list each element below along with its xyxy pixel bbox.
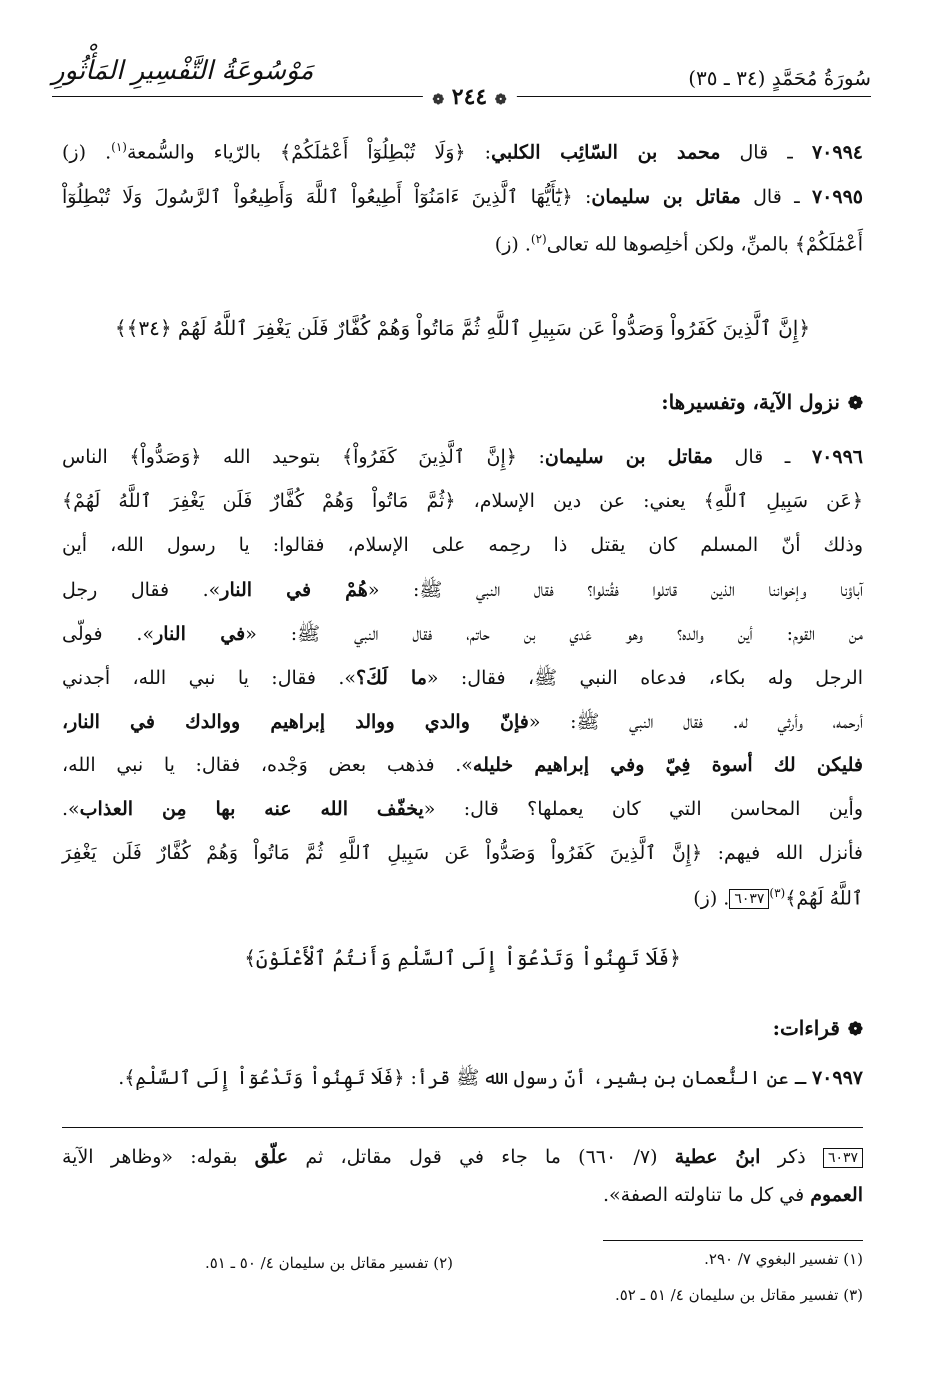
entry-tail: . (ز) — [494, 233, 531, 256]
entry-number: ٧٠٩٩٦ — [811, 446, 863, 468]
entry-70996-line2: ﴿عَن سَبِيلِ ٱللَّهِ﴾ يعني: عن دين الإسلام، ﴿ثُمَّ مَاتُواْ وَهُمْ كُفَّارٌ فَلَن يَغْفِرَ ٱللَّهُ لَهُمْ﴾ — [62, 490, 863, 512]
note-text: في كل ما تناولته الصفة». — [602, 1184, 811, 1206]
entry-70996-line3: وذلك أنّ المسلم كان يقتل ذا رحِمه على الإسلام، فقالوا: يا رسول الله، أين — [62, 534, 863, 556]
entry-text: ». فقال: يا نبي الله، أجدني — [62, 667, 357, 689]
flower-icon: ❁ — [847, 1019, 863, 1040]
footnote-1: (١) تفسير البغوي ٧/ ٢٩٠. — [704, 1250, 863, 1268]
entry-number: ٧٠٩٩٥ — [811, 186, 863, 208]
commentary-ref-box: ٦٠٣٧ — [729, 889, 769, 909]
surah-title: سُورَةُ مُحَمَّدٍ (٣٤ ـ ٣٥) — [688, 66, 871, 90]
entry-text: آباؤنا وإخواننا الذين قاتلوا فقُتلوا؟ فقال النبي ﷺ: « — [367, 579, 863, 601]
entry-70997 — [62, 1066, 863, 1094]
entry-70996-line11 — [62, 886, 863, 909]
entry-tail: . (ز) — [693, 887, 730, 910]
footnote-2: (٢) تفسير مقاتل بن سليمان ٤/ ٥٠ ـ ٥١. — [204, 1254, 453, 1272]
note-separator — [62, 1127, 863, 1128]
section-heading-qiraat — [773, 1016, 863, 1040]
hadith-text: يخفّف الله عنه بها مِن العذاب — [79, 798, 424, 820]
narrator-name: محمد بن السّائِب الكلبي — [491, 141, 721, 164]
entry-text: ـ قال — [740, 186, 812, 208]
entry-text: ـ قال — [712, 446, 812, 468]
footnote-ref: (٢) — [530, 232, 547, 246]
entry-70994 — [62, 140, 863, 163]
entry-70996 — [62, 446, 863, 468]
entry-text: ـ عن النُّعمان بن بشير، أنّ رسول الله ﷺ قرأ: ﴿فَلَا تَهِنُواْ وَتَدْعُوٓاْ إِلَى ٱلسَّلْمِ﴾. — [118, 1067, 812, 1089]
entry-text: أَعْمَٰلَكُمْ﴾ بالمنِّ، ولكن أخلِصوها لله تعالى — [546, 233, 863, 256]
entry-text: أرحمه، وأرثي له. فقال النبي ﷺ: « — [528, 711, 863, 733]
entry-text: الرجل وله بكاء، فدعاه النبي ﷺ، فقال: « — [426, 667, 863, 689]
entry-text: ـ قال — [720, 141, 812, 164]
entry-70995-line2 — [62, 232, 863, 255]
entry-text: : ﴿إِنَّ ٱلَّذِينَ كَفَرُواْ﴾ بتوحيد الله ﴿وَصَدُّواْ﴾ الناس — [62, 446, 545, 468]
narrator-name: مقاتل بن سليمان — [591, 186, 741, 208]
hadith-text: هُمْ في النار — [220, 579, 368, 601]
book-title: مَوْسُوعَةُ التَّفْسِيرِ المَأْثُورِ — [52, 56, 314, 86]
entry-70996-line9 — [62, 798, 863, 820]
narrator-name: مقاتل بن سليمان — [544, 446, 713, 468]
note-bold: العموم — [810, 1184, 863, 1206]
note-bold: علّق — [254, 1146, 289, 1168]
entry-text: ». فولّى — [62, 623, 155, 645]
flower-icon: ❁ — [847, 393, 863, 414]
main-text — [62, 0, 863, 1374]
entry-number: ٧٠٩٩٤ — [811, 141, 863, 164]
note-text: بقوله: «وظاهر الآية — [62, 1146, 255, 1168]
hadith-text: فليكن لك أسوة فِيّ وفي إبراهيم خليله — [472, 754, 863, 776]
entry-text: ٱللَّهُ لَهُمْ﴾ — [785, 887, 863, 910]
entry-text: : ﴿وَلَا تُبْطِلُوٓاْ أَعْمَٰلَكُمْ﴾ بالرّياء والسُّمعة — [126, 141, 492, 164]
entry-text: ». — [62, 798, 80, 820]
entry-text: ». فذهب بعض وَجْده، فقال: يا نبي الله، — [62, 754, 473, 776]
note-text: ذكر — [760, 1146, 823, 1168]
hadith-text: ما لَكَ؟ — [356, 667, 427, 689]
ayah-34: ﴿إِنَّ ٱلَّذِينَ كَفَرُواْ وَصَدُّواْ عَن سَبِيلِ ٱللَّهِ ثُمَّ مَاتُواْ وَهُمْ كُفَّارٌ فَلَن يَغْفِرَ ٱللَّهُ لَهُمْ ﴿٣٤﴾﴾ — [114, 316, 811, 340]
entry-70996-line8 — [62, 754, 863, 776]
commentary-note-line1 — [62, 1146, 863, 1168]
footnote-ref: (١) — [111, 140, 127, 154]
entry-text: من القوم: أين والده؟ وهو عَدي بن حاتم، فقال النبي ﷺ: « — [245, 623, 863, 645]
hadith-text: فإنّ والدي ووالد إبراهيم ووالدك في النار، — [62, 711, 529, 733]
hadith-text: في النار — [154, 623, 246, 645]
entry-tail: . (ز) — [62, 141, 112, 164]
entry-70996-line6 — [62, 666, 863, 694]
page-number-value: ٢٤٤ — [451, 84, 488, 110]
section-heading-nuzul — [661, 390, 863, 414]
ayah-35: ﴿فَلَا تَهِنُواْ وَتَدْعُوٓاْ إِلَى ٱلسَّلْمِ وَأَنتُمُ ٱلْأَعْلَوْنَ﴾ — [244, 946, 681, 970]
entry-70995 — [62, 186, 863, 208]
note-text: (٧/ ٦٦٠) ما جاء في قول مقاتل، ثم — [288, 1146, 675, 1168]
ornament-icon: ❁ — [432, 92, 445, 108]
heading-text: قراءات: — [772, 1016, 840, 1040]
entry-70996-line10: فأنزل الله فيهم: ﴿إِنَّ ٱلَّذِينَ كَفَرُواْ وَصَدُّواْ عَن سَبِيلِ ٱللَّهِ ثُمَّ مَاتُواْ وَهُمْ كُفَّارٌ فَلَن يَغْفِرَ — [62, 842, 863, 864]
entry-70996-line5 — [62, 622, 863, 650]
scholar-name: ابنُ عطية — [674, 1146, 761, 1168]
commentary-note-line2 — [62, 1184, 863, 1206]
entry-70996-line4 — [62, 578, 863, 606]
entry-70996-line7 — [62, 710, 863, 738]
commentary-ref-box: ٦٠٣٧ — [823, 1148, 863, 1168]
heading-text: نزول الآية، وتفسيرها: — [661, 390, 840, 414]
footnote-ref: (٣) — [769, 886, 786, 900]
entry-text: ». فقال رجل — [62, 579, 221, 601]
footnote-3: (٣) تفسير مقاتل بن سليمان ٤/ ٥١ ـ ٥٢. — [614, 1286, 863, 1304]
ornament-icon: ❁ — [494, 92, 507, 108]
entry-number: ٧٠٩٩٧ — [811, 1067, 863, 1089]
entry-text: وأين المحاسن التي كان يعملها؟ قال: « — [423, 798, 863, 820]
footnote-separator — [603, 1240, 863, 1241]
entry-text: : ﴿يَٰٓأَيُّهَا ٱلَّذِينَ ءَامَنُوٓاْ أَطِيعُواْ ٱللَّهَ وَأَطِيعُواْ ٱلرَّسُولَ وَلَا تُبْطِلُوٓاْ — [62, 186, 592, 208]
